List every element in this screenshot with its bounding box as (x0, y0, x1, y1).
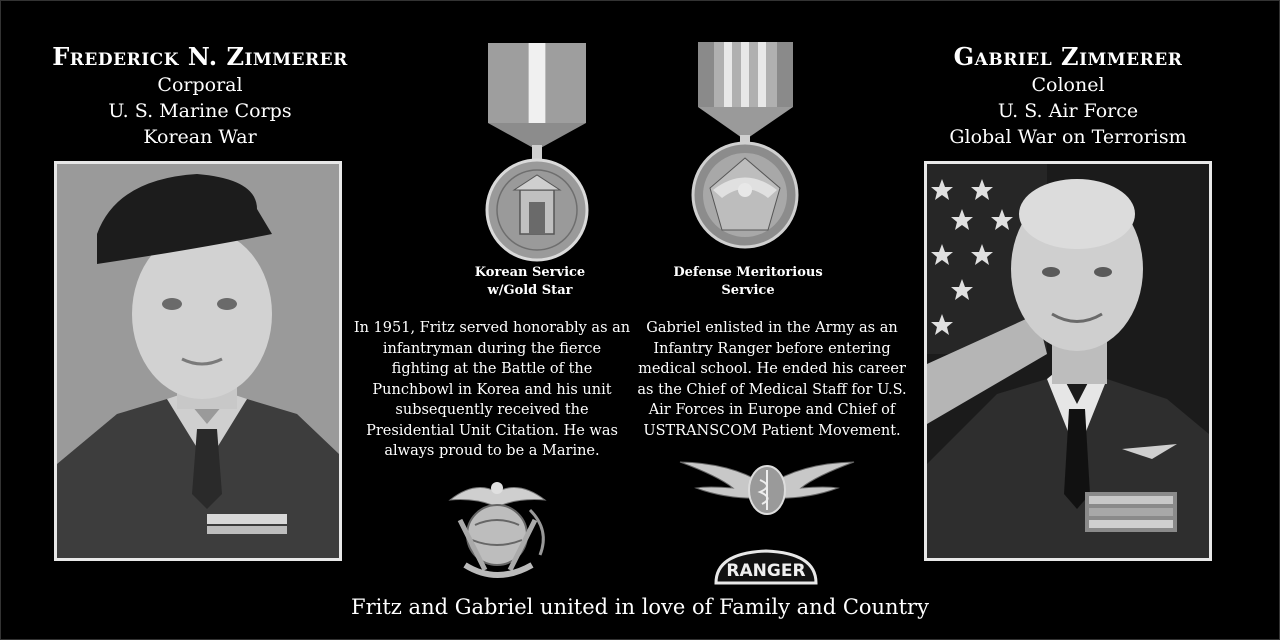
left-conflict: Korean War (143, 126, 257, 148)
defense-meritorious-caption-line1: Defense Meritorious (673, 265, 823, 280)
korean-service-caption (450, 264, 610, 300)
fritz-story-line: Punchbowl in Korea and his unit (372, 381, 612, 398)
left-rank: Corporal (157, 74, 243, 96)
right-rank: Colonel (1031, 74, 1105, 96)
fritz-story-line: always proud to be a Marine. (384, 443, 600, 459)
fritz-story (352, 318, 632, 462)
korean-service-caption-line2: w/Gold Star (487, 283, 573, 298)
footer-dedication: Fritz and Gabriel united in love of Family and Country (351, 595, 929, 619)
left-branch: U. S. Marine Corps (108, 100, 292, 122)
gabriel-story-line: Air Forces in Europe and Chief of (648, 402, 896, 418)
fritz-story-line: infantryman during the fierce (382, 340, 602, 357)
left-name: Frederick N. Zimmerer (52, 42, 348, 71)
defense-meritorious-medal (688, 40, 803, 255)
gabriel-story-line: USTRANSCOM Patient Movement. (643, 422, 901, 439)
ranger-tab-icon (713, 545, 819, 587)
gabriel-story-line: Gabriel enlisted in the Army as an (646, 320, 898, 336)
air-force-portrait (924, 161, 1212, 561)
fritz-story-line: subsequently received the (395, 402, 589, 418)
right-conflict: Global War on Terrorism (949, 126, 1187, 148)
gabriel-story-line: medical school. He ended his career (638, 361, 906, 377)
defense-meritorious-caption-line2: Service (721, 283, 775, 298)
right-branch: U. S. Air Force (997, 100, 1139, 122)
fritz-story-line: Presidential Unit Citation. He was (366, 422, 618, 439)
flight-surgeon-wings-icon (678, 458, 856, 520)
fritz-story-line: fighting at the Battle of the (391, 361, 593, 377)
ranger-tab-label: RANGER (726, 561, 806, 581)
gabriel-story-line: as the Chief of Medical Staff for U.S. (637, 381, 907, 398)
marine-portrait (54, 161, 342, 561)
korean-service-medal (482, 40, 592, 265)
fritz-story-line: In 1951, Fritz served honorably as an (353, 320, 631, 336)
korean-service-caption-line1: Korean Service (474, 265, 586, 280)
gabriel-story-line: Infantry Ranger before entering (653, 340, 891, 357)
right-name: Gabriel Zimmerer (953, 42, 1183, 71)
gabriel-story (632, 318, 912, 441)
defense-meritorious-caption (658, 264, 838, 300)
eagle-globe-anchor-icon (440, 470, 555, 582)
